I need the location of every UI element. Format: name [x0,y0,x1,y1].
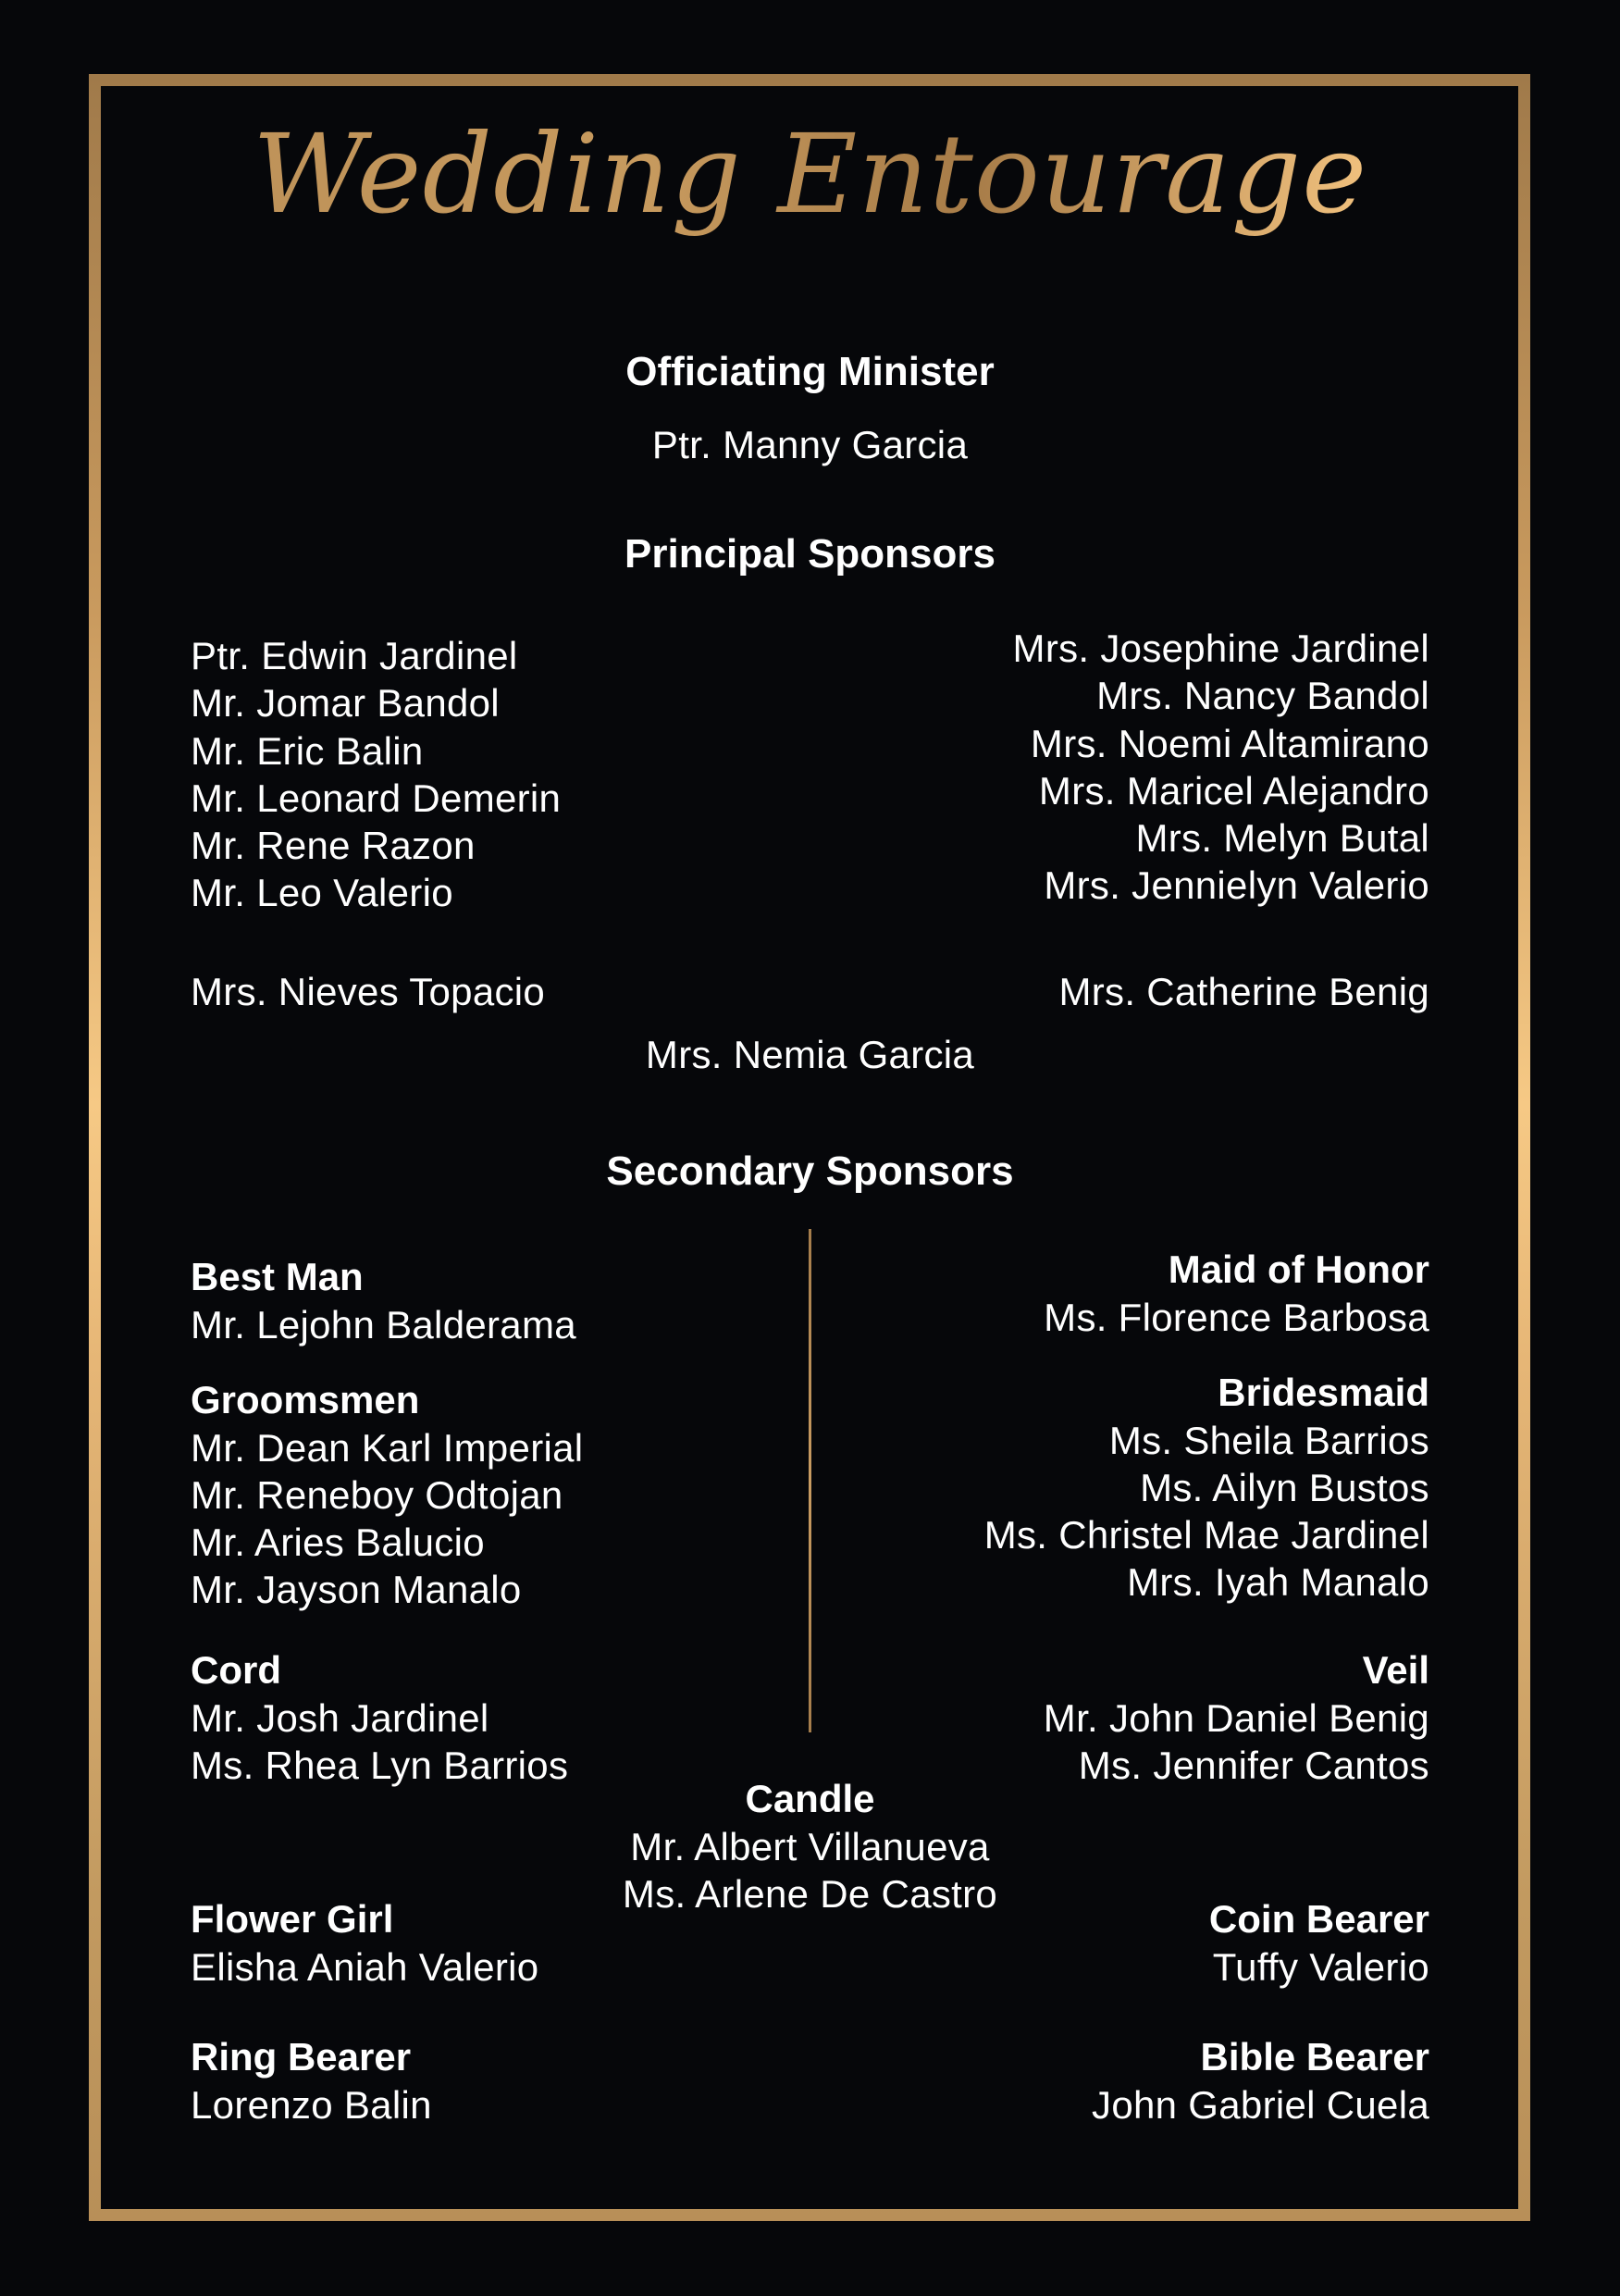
list-item: Mrs. Iyah Manalo [1127,1560,1429,1604]
list-item: Ms. Florence Barbosa [1044,1296,1429,1339]
list-item: Mr. Jayson Manalo [191,1568,522,1611]
list-item: Mrs. Jennielyn Valerio [1044,863,1429,908]
bible-bearer-label: Bible Bearer [1200,2035,1429,2079]
principal-heading: Principal Sponsors [625,531,995,577]
principal-women-list [1013,625,1429,910]
page-title: Wedding Entourage [0,109,1620,241]
veil-group [1044,1646,1429,1789]
coin-bearer-group [1209,1895,1429,1991]
list-item: Mr. Reneboy Odtojan [191,1473,563,1517]
list-item: Mrs. Nancy Bandol [1096,674,1429,718]
list-item: Mr. Rene Razon [191,824,476,868]
list-item: Mr. Jomar Bandol [191,681,500,726]
list-item: Mr. Albert Villanueva [630,1825,990,1868]
list-item: Ptr. Edwin Jardinel [191,634,518,677]
list-item: Ms. Sheila Barrios [1108,1419,1429,1462]
maid-of-honor-group [1044,1246,1429,1341]
list-item: Mr. Josh Jardinel [191,1696,489,1740]
list-item: Mrs. Melyn Butal [1135,816,1429,861]
list-item: Mr. Leonard Demerin [191,776,562,820]
flower-girl-label: Flower Girl [191,1897,394,1941]
secondary-heading: Secondary Sponsors [606,1148,1014,1194]
bridesmaid-group [984,1369,1429,1606]
veil-label: Veil [1362,1648,1429,1692]
principal-extra-left: Mrs. Nieves Topacio [191,970,546,1013]
coin-bearer-name: Tuffy Valerio [1212,1945,1429,1989]
bible-bearer-name: John Gabriel Cuela [1092,2083,1429,2127]
principal-extra-center: Mrs. Nemia Garcia [645,1033,975,1076]
principal-men-list [191,632,561,917]
bible-bearer-group [1092,2033,1429,2128]
list-item: Mr. Leo Valerio [191,871,453,915]
best-man-label: Best Man [191,1255,364,1298]
cord-label: Cord [191,1648,281,1692]
coin-bearer-label: Coin Bearer [1208,1897,1429,1941]
list-item: Mr. John Daniel Benig [1043,1696,1429,1740]
officiating-heading: Officiating Minister [625,349,995,394]
list-item: Mrs. Josephine Jardinel [1012,627,1429,670]
list-item: Mrs. Noemi Altamirano [1030,721,1429,765]
list-item: Ms. Ailyn Bustos [1140,1466,1429,1509]
list-item: Mrs. Maricel Alejandro [1038,768,1429,813]
list-item: Mr. Dean Karl Imperial [191,1426,584,1470]
list-item: Ms. Rhea Lyn Barrios [191,1744,569,1787]
best-man-group [191,1253,576,1348]
flower-girl-name: Elisha Aniah Valerio [191,1945,539,1989]
ring-bearer-label: Ring Bearer [191,2035,412,2079]
cord-group [191,1646,568,1789]
groomsmen-group [191,1376,583,1613]
principal-extra-right: Mrs. Catherine Benig [1058,970,1429,1013]
maid-of-honor-label: Maid of Honor [1168,1247,1429,1291]
list-item: Ms. Arlene De Castro [622,1872,998,1916]
list-item: Mr. Aries Balucio [191,1520,485,1564]
list-item: Mr. Eric Balin [191,728,424,773]
list-item: Ms. Jennifer Cantos [1078,1744,1429,1787]
list-item: Mr. Lejohn Balderama [191,1303,576,1347]
flower-girl-group [191,1895,538,1991]
ring-bearer-group [191,2033,432,2128]
candle-label: Candle [745,1777,875,1820]
officiating-name: Ptr. Manny Garcia [651,423,969,466]
list-item: Ms. Christel Mae Jardinel [983,1513,1429,1557]
column-divider [809,1229,811,1732]
ring-bearer-name: Lorenzo Balin [191,2083,432,2127]
bridesmaid-label: Bridesmaid [1218,1371,1429,1414]
groomsmen-label: Groomsmen [191,1378,420,1421]
